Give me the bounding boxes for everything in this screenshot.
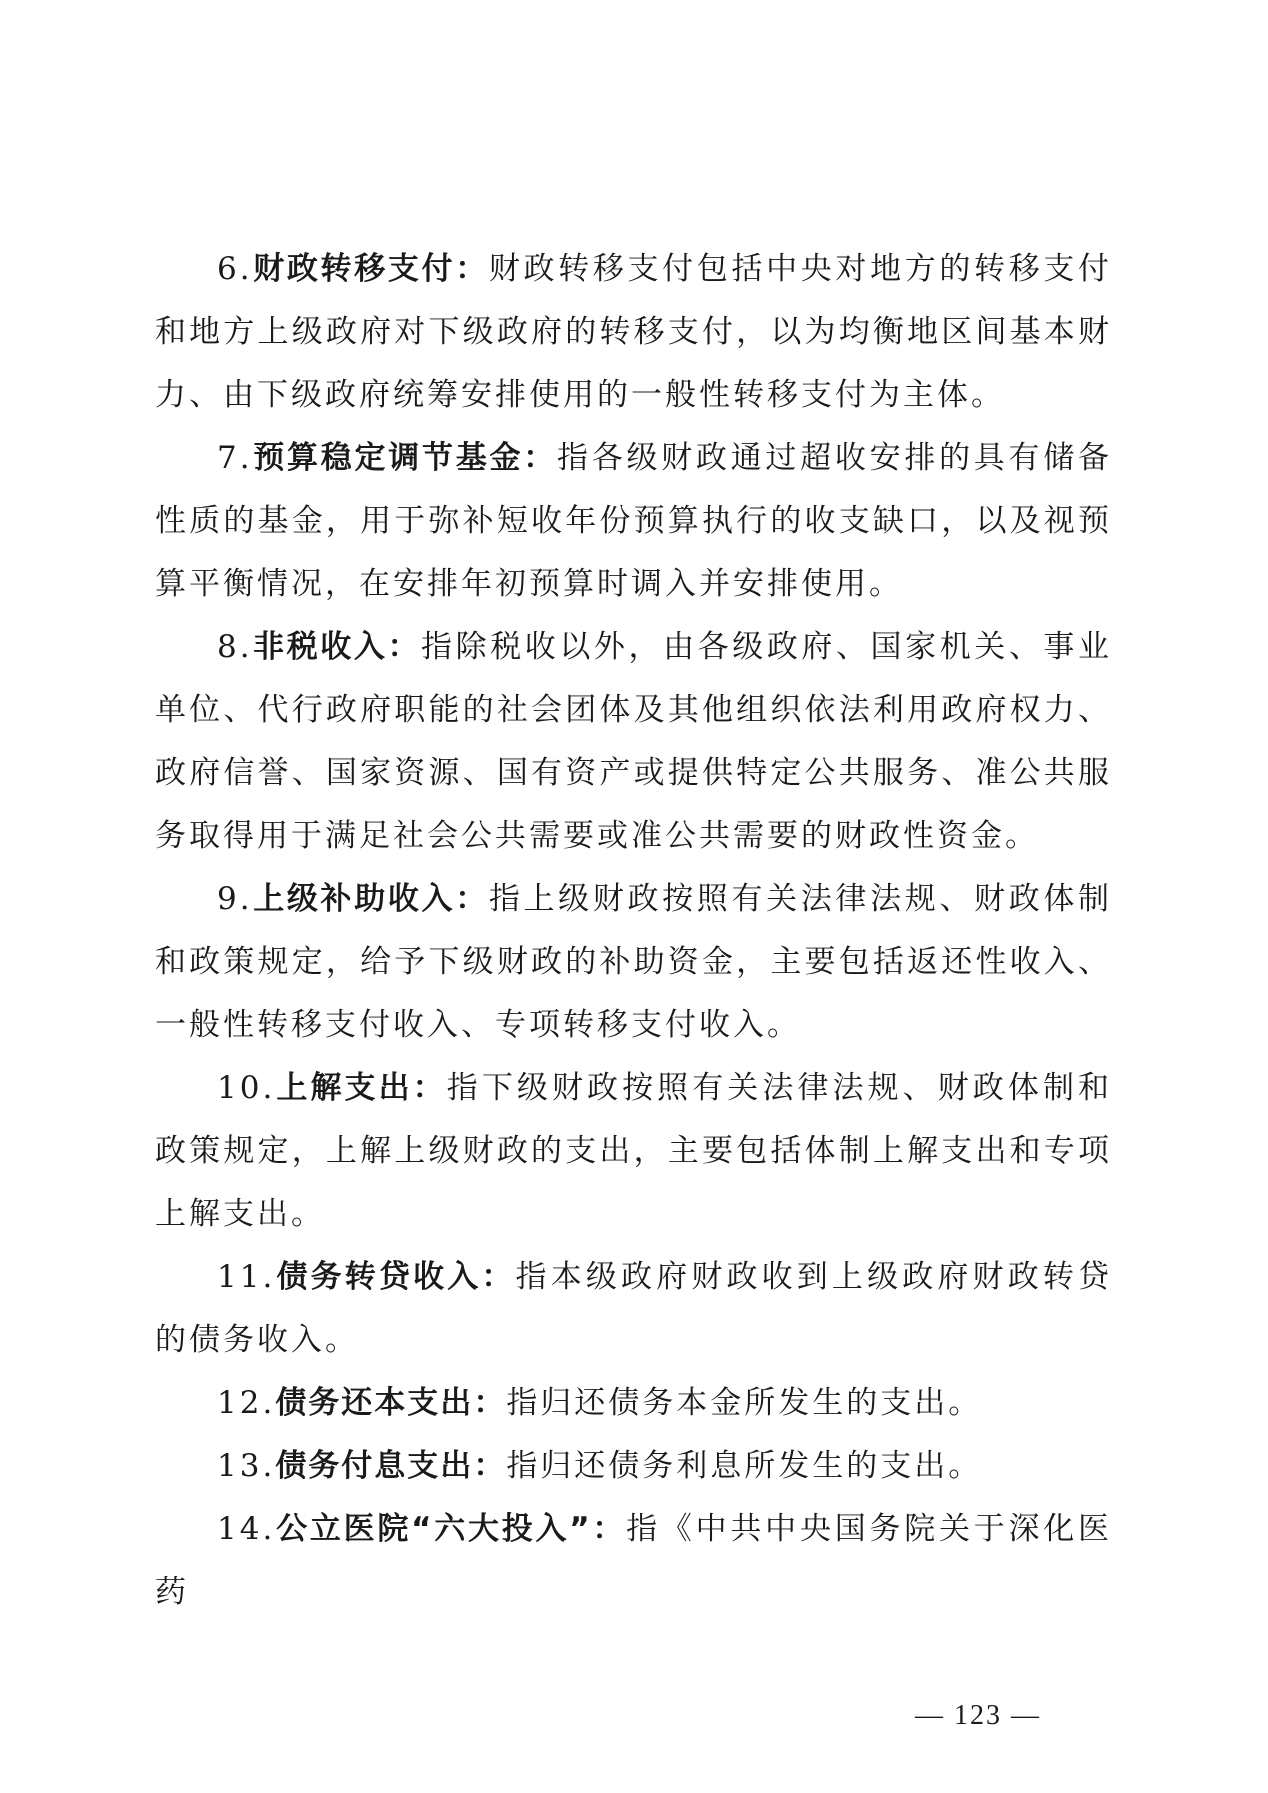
entry-10	[155, 1057, 1112, 1246]
entry-7	[155, 427, 1112, 616]
entry-separator: ：	[455, 251, 489, 287]
entry-term: 上解支出	[275, 1070, 413, 1106]
entry-number: 10.	[217, 1070, 276, 1106]
entry-number: 12.	[217, 1385, 276, 1421]
entry-term: 非税收入	[252, 629, 388, 665]
entry-8	[155, 616, 1112, 868]
entry-separator: ：	[455, 881, 489, 917]
entry-number: 13.	[217, 1448, 276, 1484]
entry-body: 指上级财政按照有关法律法规、财政体制和政策规定，给予下级财政的补助资金，主要包括返还性收入、一般性转移支付收入、专项转移支付收入。	[155, 881, 1113, 1043]
entry-14	[155, 1498, 1112, 1624]
entry-separator: ：	[387, 629, 422, 665]
entry-body: 指下级财政按照有关法律法规、财政体制和政策规定，上解上级财政的支出，主要包括体制上解支出和专项上解支出。	[155, 1070, 1113, 1232]
entry-number: 6.	[217, 251, 253, 287]
entry-body: 指本级政府财政收到上级政府财政转贷的债务收入。	[155, 1259, 1113, 1358]
entry-12	[155, 1372, 1112, 1435]
entry-term: 债务付息支出	[275, 1448, 474, 1484]
entry-term: 公立医院“六大投入”	[275, 1511, 592, 1547]
entry-body: 指归还债务本金所发生的支出。	[506, 1385, 983, 1421]
entry-body: 指归还债务利息所发生的支出。	[506, 1448, 983, 1484]
entry-term: 预算稳定调节基金	[252, 440, 524, 476]
entry-separator: ：	[481, 1259, 516, 1295]
entry-term: 债务还本支出	[275, 1385, 474, 1421]
entry-term: 债务转贷收入	[275, 1259, 482, 1295]
entry-separator: ：	[591, 1511, 627, 1547]
entry-13	[155, 1435, 1112, 1498]
page-number: — 123 —	[915, 1700, 1041, 1731]
entry-body: 指各级财政通过超收安排的具有储备性质的基金，用于弥补短收年份预算执行的收支缺口，以及视预算平衡情况，在安排年初预算时调入并安排使用。	[155, 440, 1113, 602]
entry-term: 财政转移支付	[252, 251, 456, 287]
entry-term: 上级补助收入	[252, 881, 456, 917]
entry-separator: ：	[412, 1070, 447, 1106]
entry-number: 8.	[217, 629, 253, 665]
entry-11	[155, 1246, 1112, 1372]
document-page	[155, 238, 1112, 1624]
entry-6	[155, 238, 1112, 427]
entry-body: 财政转移支付包括中央对地方的转移支付和地方上级政府对下级政府的转移支付，以为均衡地区间基本财力、由下级政府统筹安排使用的一般性转移支付为主体。	[155, 251, 1113, 413]
entry-number: 11.	[217, 1259, 276, 1295]
entry-separator: ：	[473, 1448, 507, 1484]
entry-number: 9.	[217, 881, 253, 917]
entry-number: 14.	[217, 1511, 276, 1547]
entry-number: 7.	[217, 440, 253, 476]
entry-body: 指除税收以外，由各级政府、国家机关、事业单位、代行政府职能的社会团体及其他组织依法利用政府权力、政府信誉、国家资源、国有资产或提供特定公共服务、准公共服务取得用于满足社会公共需要或准公共需要的财政性资金。	[155, 629, 1113, 854]
entry-body: 指《中共中央国务院关于深化医药	[155, 1511, 1113, 1610]
entry-9	[155, 868, 1112, 1057]
entry-separator: ：	[473, 1385, 507, 1421]
entry-separator: ：	[523, 440, 557, 476]
